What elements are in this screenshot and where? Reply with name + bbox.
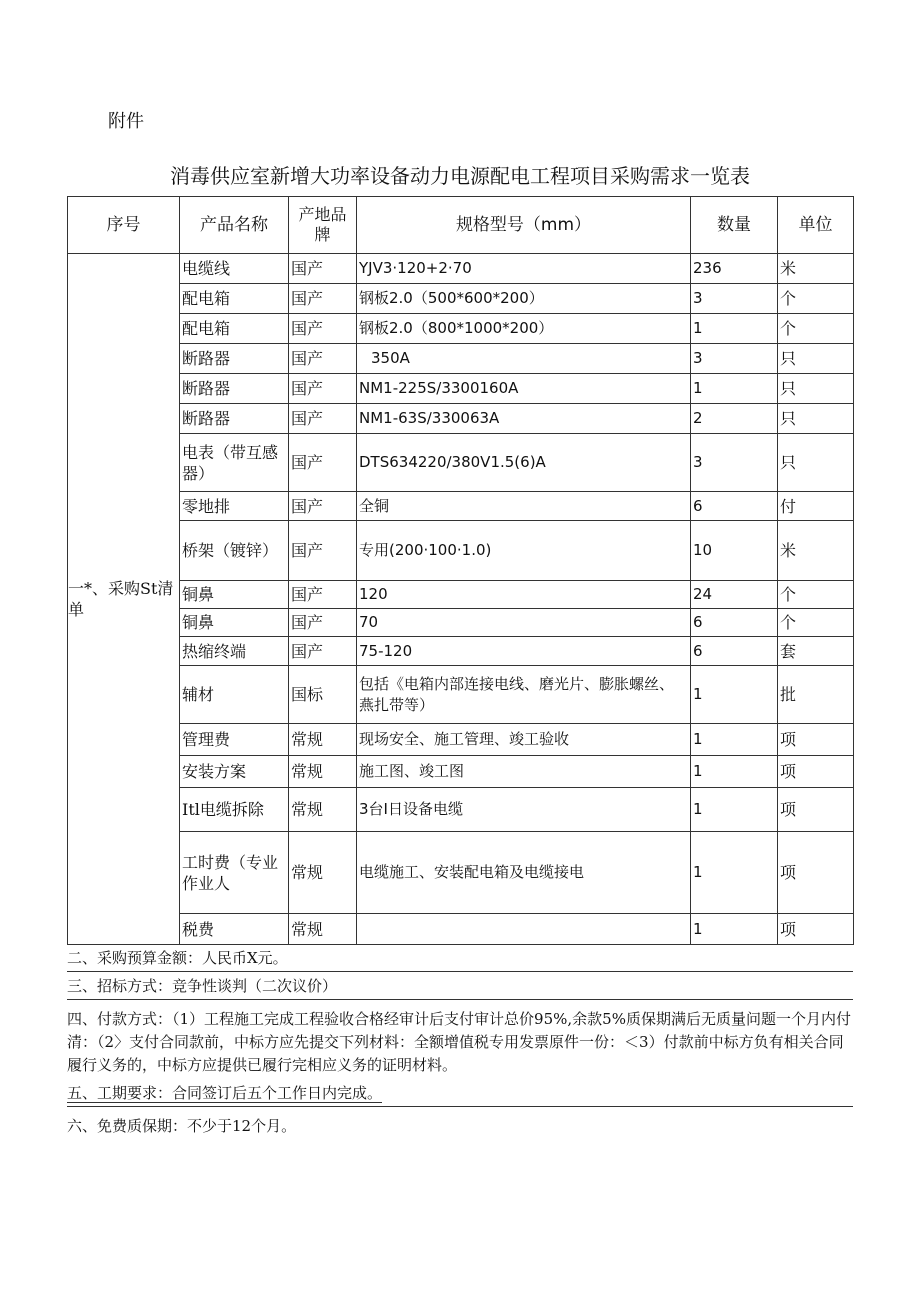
col-header-spec: 规格型号（mm） [357, 197, 691, 254]
cell-name: Itl电缆拆除 [180, 788, 289, 832]
cell-unit: 项 [778, 756, 854, 788]
cell-unit: 套 [778, 637, 854, 666]
table-row [68, 788, 854, 832]
col-header-name: 产品名称 [180, 197, 289, 254]
note-schedule-text: 五、工期要求：合同签订后五个工作日内完成。 [67, 1084, 383, 1102]
cell-name: 工时费（专业作业人 [180, 832, 289, 914]
cell-name: 断路器 [180, 374, 289, 404]
cell-qty: 3 [691, 434, 778, 492]
cell-origin: 国产 [289, 404, 357, 434]
cell-spec: 70 [357, 609, 691, 637]
cell-name: 配电箱 [180, 314, 289, 344]
cell-name: 配电箱 [180, 284, 289, 314]
cell-qty: 1 [691, 832, 778, 914]
cell-qty: 10 [691, 521, 778, 581]
cell-qty: 1 [691, 788, 778, 832]
cell-qty: 24 [691, 581, 778, 609]
table-row [68, 724, 854, 756]
cell-name: 零地排 [180, 492, 289, 521]
cell-origin: 常规 [289, 832, 357, 914]
cell-unit: 米 [778, 521, 854, 581]
table-row [68, 284, 854, 314]
note-schedule [67, 1079, 853, 1107]
col-header-index: 序号 [68, 197, 180, 254]
table-row [68, 832, 854, 914]
cell-origin: 国产 [289, 521, 357, 581]
cell-name: 铜鼻 [180, 581, 289, 609]
table-body [68, 254, 854, 945]
table-row [68, 404, 854, 434]
table-row [68, 344, 854, 374]
notes-section [67, 944, 853, 1139]
cell-name: 热缩终端 [180, 637, 289, 666]
cell-unit: 项 [778, 832, 854, 914]
cell-spec: DTS634220∕380V1.5(6)A [357, 434, 691, 492]
cell-origin: 常规 [289, 724, 357, 756]
cell-qty: 6 [691, 609, 778, 637]
cell-spec: NM1-225S/3300160A [357, 374, 691, 404]
cell-origin: 国产 [289, 581, 357, 609]
cell-origin: 国产 [289, 314, 357, 344]
table-row [68, 609, 854, 637]
cell-unit: 个 [778, 609, 854, 637]
cell-spec: 120 [357, 581, 691, 609]
cell-qty: 1 [691, 724, 778, 756]
cell-spec: NM1-63S∕330063A [357, 404, 691, 434]
attachment-label: 附件 [108, 111, 144, 132]
table-row [68, 254, 854, 284]
cell-origin: 国产 [289, 492, 357, 521]
cell-qty: 3 [691, 284, 778, 314]
cell-origin: 国产 [289, 434, 357, 492]
cell-name: 管理费 [180, 724, 289, 756]
note-budget: 二、采购预算金额：人民币X元。 [67, 944, 853, 972]
table-row [68, 581, 854, 609]
cell-qty: 1 [691, 914, 778, 945]
procurement-table [67, 196, 854, 945]
cell-name: 断路器 [180, 404, 289, 434]
cell-qty: 1 [691, 756, 778, 788]
cell-origin: 常规 [289, 788, 357, 832]
cell-spec: 现场安全、施工管理、竣工验收 [357, 724, 691, 756]
cell-name: 铜鼻 [180, 609, 289, 637]
cell-spec [357, 914, 691, 945]
cell-name: 桥架（镀锌） [180, 521, 289, 581]
table-row [68, 914, 854, 945]
cell-qty: 3 [691, 344, 778, 374]
cell-unit: 项 [778, 788, 854, 832]
cell-origin: 国产 [289, 374, 357, 404]
cell-qty: 1 [691, 374, 778, 404]
note-warranty: 六、免费质保期：不少于12个月。 [67, 1117, 297, 1135]
cell-spec: 电缆施工、安装配电箱及电缆接电 [357, 832, 691, 914]
table-row [68, 756, 854, 788]
cell-name: 电缆线 [180, 254, 289, 284]
cell-spec: 75-120 [357, 637, 691, 666]
cell-spec: 350A [357, 344, 691, 374]
cell-unit: 批 [778, 666, 854, 724]
cell-unit: 个 [778, 314, 854, 344]
cell-spec: 3台I日设备电缆 [357, 788, 691, 832]
table-row [68, 666, 854, 724]
cell-origin: 国产 [289, 344, 357, 374]
cell-spec: 包括《电箱内部连接电线、磨光片、膨胀螺丝、燕扎带等） [357, 666, 691, 724]
col-header-unit: 单位 [778, 197, 854, 254]
document-title: 消毒供应室新增大功率设备动力电源配电工程项目采购需求一览表 [170, 164, 750, 188]
table-row [68, 637, 854, 666]
table-row [68, 434, 854, 492]
cell-unit: 米 [778, 254, 854, 284]
cell-qty: 1 [691, 314, 778, 344]
cell-origin: 国产 [289, 284, 357, 314]
cell-unit: 付 [778, 492, 854, 521]
cell-unit: 项 [778, 914, 854, 945]
table-row [68, 314, 854, 344]
cell-name: 辅材 [180, 666, 289, 724]
cell-qty: 236 [691, 254, 778, 284]
table-row [68, 521, 854, 581]
cell-origin: 国产 [289, 609, 357, 637]
section-label: 一*、采购St清单 [68, 254, 180, 945]
note-bidding-method: 三、招标方式：竞争性谈判（二次议价） [67, 972, 853, 1000]
cell-origin: 国产 [289, 637, 357, 666]
cell-name: 电表（带互感器） [180, 434, 289, 492]
cell-unit: 个 [778, 284, 854, 314]
cell-spec: YJV3·120+2·70 [357, 254, 691, 284]
cell-qty: 1 [691, 666, 778, 724]
cell-spec: 专用(200·100·1.0) [357, 521, 691, 581]
cell-qty: 6 [691, 637, 778, 666]
cell-unit: 项 [778, 724, 854, 756]
cell-spec: 钢板2.0（500*600*200） [357, 284, 691, 314]
table-row [68, 374, 854, 404]
cell-spec: 钢板2.0（800*1000*200） [357, 314, 691, 344]
table-row [68, 492, 854, 521]
cell-spec: 全铜 [357, 492, 691, 521]
cell-origin: 常规 [289, 914, 357, 945]
cell-unit: 个 [778, 581, 854, 609]
col-header-qty: 数量 [691, 197, 778, 254]
note-payment-terms: 四、付款方式：（1）工程施工完成工程验收合格经审计后支付审计总价95%,余款5%质保期满后无质量问题一个月内付清：（2〉支付合同款前，中标方应先提交下列材料：全额增值税专用发票原件一份：＜3）付款前中标方负有相关合同履行义务的，中标方应提供已履行完相应义务的证明材料。 [67, 1010, 851, 1074]
cell-unit: 只 [778, 374, 854, 404]
col-header-origin: 产地品牌 [289, 197, 357, 254]
cell-unit: 只 [778, 434, 854, 492]
cell-origin: 常规 [289, 756, 357, 788]
cell-qty: 6 [691, 492, 778, 521]
cell-unit: 只 [778, 344, 854, 374]
cell-origin: 国标 [289, 666, 357, 724]
cell-name: 税费 [180, 914, 289, 945]
cell-qty: 2 [691, 404, 778, 434]
cell-name: 断路器 [180, 344, 289, 374]
cell-name: 安装方案 [180, 756, 289, 788]
cell-unit: 只 [778, 404, 854, 434]
table-header-row [68, 197, 854, 254]
cell-spec: 施工图、竣工图 [357, 756, 691, 788]
cell-origin: 国产 [289, 254, 357, 284]
